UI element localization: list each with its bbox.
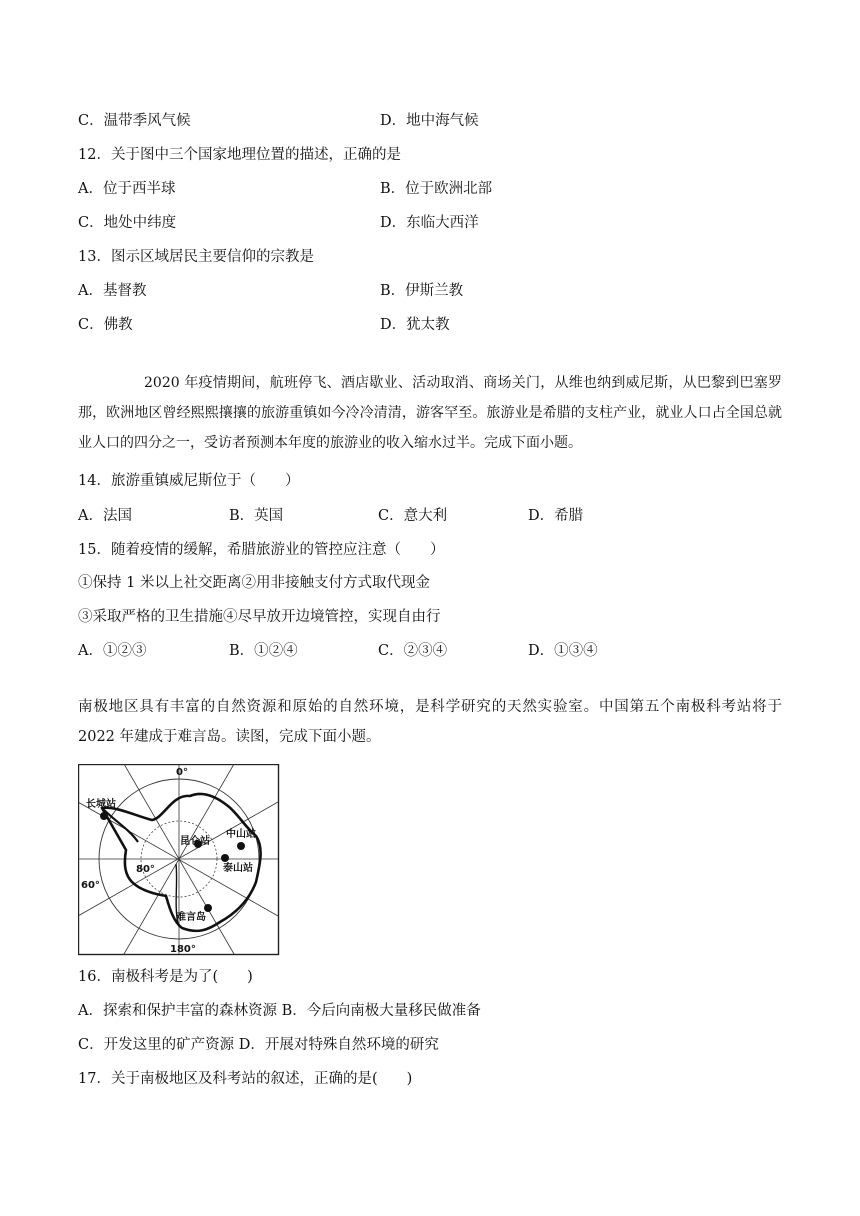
map-label-80: 80°: [136, 864, 155, 875]
q13-option-a: A．基督教: [78, 283, 147, 299]
q13-option-d: D．犹太教: [380, 317, 450, 333]
passage-text: 南极地区具有丰富的自然资源和原始的自然环境，是科学研究的天然实验室。中国第五个南极科考站将于 2022 年建成于难言岛。读图，完成下面小题。: [78, 699, 782, 745]
q15-option-d: D．①③④: [528, 643, 598, 659]
q12-stem: 12．关于图中三个国家地理位置的描述，正确的是: [78, 147, 401, 163]
q12-option-a: A．位于西半球: [78, 181, 176, 197]
q13-stem: 13．图示区域居民主要信仰的宗教是: [78, 249, 314, 265]
map-label-zhongshan: 中山站: [226, 829, 256, 840]
q12-option-d: D．东临大西洋: [380, 215, 479, 231]
q12-option-c: C．地处中纬度: [78, 215, 177, 231]
map-label-changcheng: 长城站: [86, 799, 116, 810]
q11-option-c: C．温带季风气候: [78, 113, 191, 129]
map-label-0: 0°: [176, 767, 188, 778]
q15-option-b: B．①②④: [229, 643, 298, 659]
reading-passage-antarctica: [78, 692, 782, 752]
map-label-60: 60°: [81, 880, 100, 891]
q14-stem: 14．旅游重镇威尼斯位于（ ）: [78, 473, 300, 489]
zhongshan-station-marker: [237, 842, 245, 850]
changcheng-station-marker: [100, 812, 108, 820]
q14-option-c: C．意大利: [378, 508, 448, 524]
antarctica-map: [78, 764, 280, 956]
q15-statement-line-1: ①保持 1 米以上社交距离②用非接触支付方式取代现金: [78, 575, 430, 591]
map-label-nanyan: 难言岛: [176, 912, 206, 923]
map-label-kunlun: 昆仑站: [180, 836, 210, 847]
q16-stem: 16．南极科考是为了( ): [78, 969, 253, 985]
passage-text: 2020 年疫情期间，航班停飞、酒店歇业、活动取消、商场关门，从维也纳到威尼斯，从巴黎到巴塞罗那，欧洲地区曾经熙熙攘攘的旅游重镇如今冷冷清清，游客罕至。旅游业是希腊的支柱产业，就业人口占全国总就业人口的四分之一，受访者预测本年度的旅游业的收入缩水过半。完成下面小题。: [78, 375, 782, 451]
nanyan-island-marker: [204, 904, 212, 912]
q15-option-c: C．②③④: [378, 643, 448, 659]
map-label-180: 180°: [170, 944, 196, 955]
q14-option-b: B．英国: [229, 508, 284, 524]
q15-stem: 15．随着疫情的缓解，希腊旅游业的管控应注意（ ）: [78, 542, 445, 558]
q14-option-a: A．法国: [78, 508, 132, 524]
q13-option-b: B．伊斯兰教: [380, 283, 464, 299]
map-label-taishan: 泰山站: [223, 863, 253, 874]
q15-statement-line-2: ③采取严格的卫生措施④尽早放开边境管控，实现自由行: [78, 609, 441, 625]
reading-passage-tourism: [78, 368, 782, 458]
q12-option-b: B．位于欧洲北部: [380, 181, 493, 197]
q16-options-line-2: C．开发这里的矿产资源 D．开展对特殊自然环境的研究: [78, 1037, 439, 1053]
q13-option-c: C．佛教: [78, 317, 133, 333]
taishan-station-marker: [221, 854, 229, 862]
q16-options-line-1: A．探索和保护丰富的森林资源 B．今后向南极大量移民做准备: [78, 1003, 481, 1019]
q15-option-a: A．①②③: [78, 643, 147, 659]
q14-option-d: D．希腊: [528, 508, 584, 524]
q11-option-d: D．地中海气候: [380, 113, 479, 129]
q17-stem: 17．关于南极地区及科考站的叙述，正确的是( ): [78, 1071, 413, 1087]
